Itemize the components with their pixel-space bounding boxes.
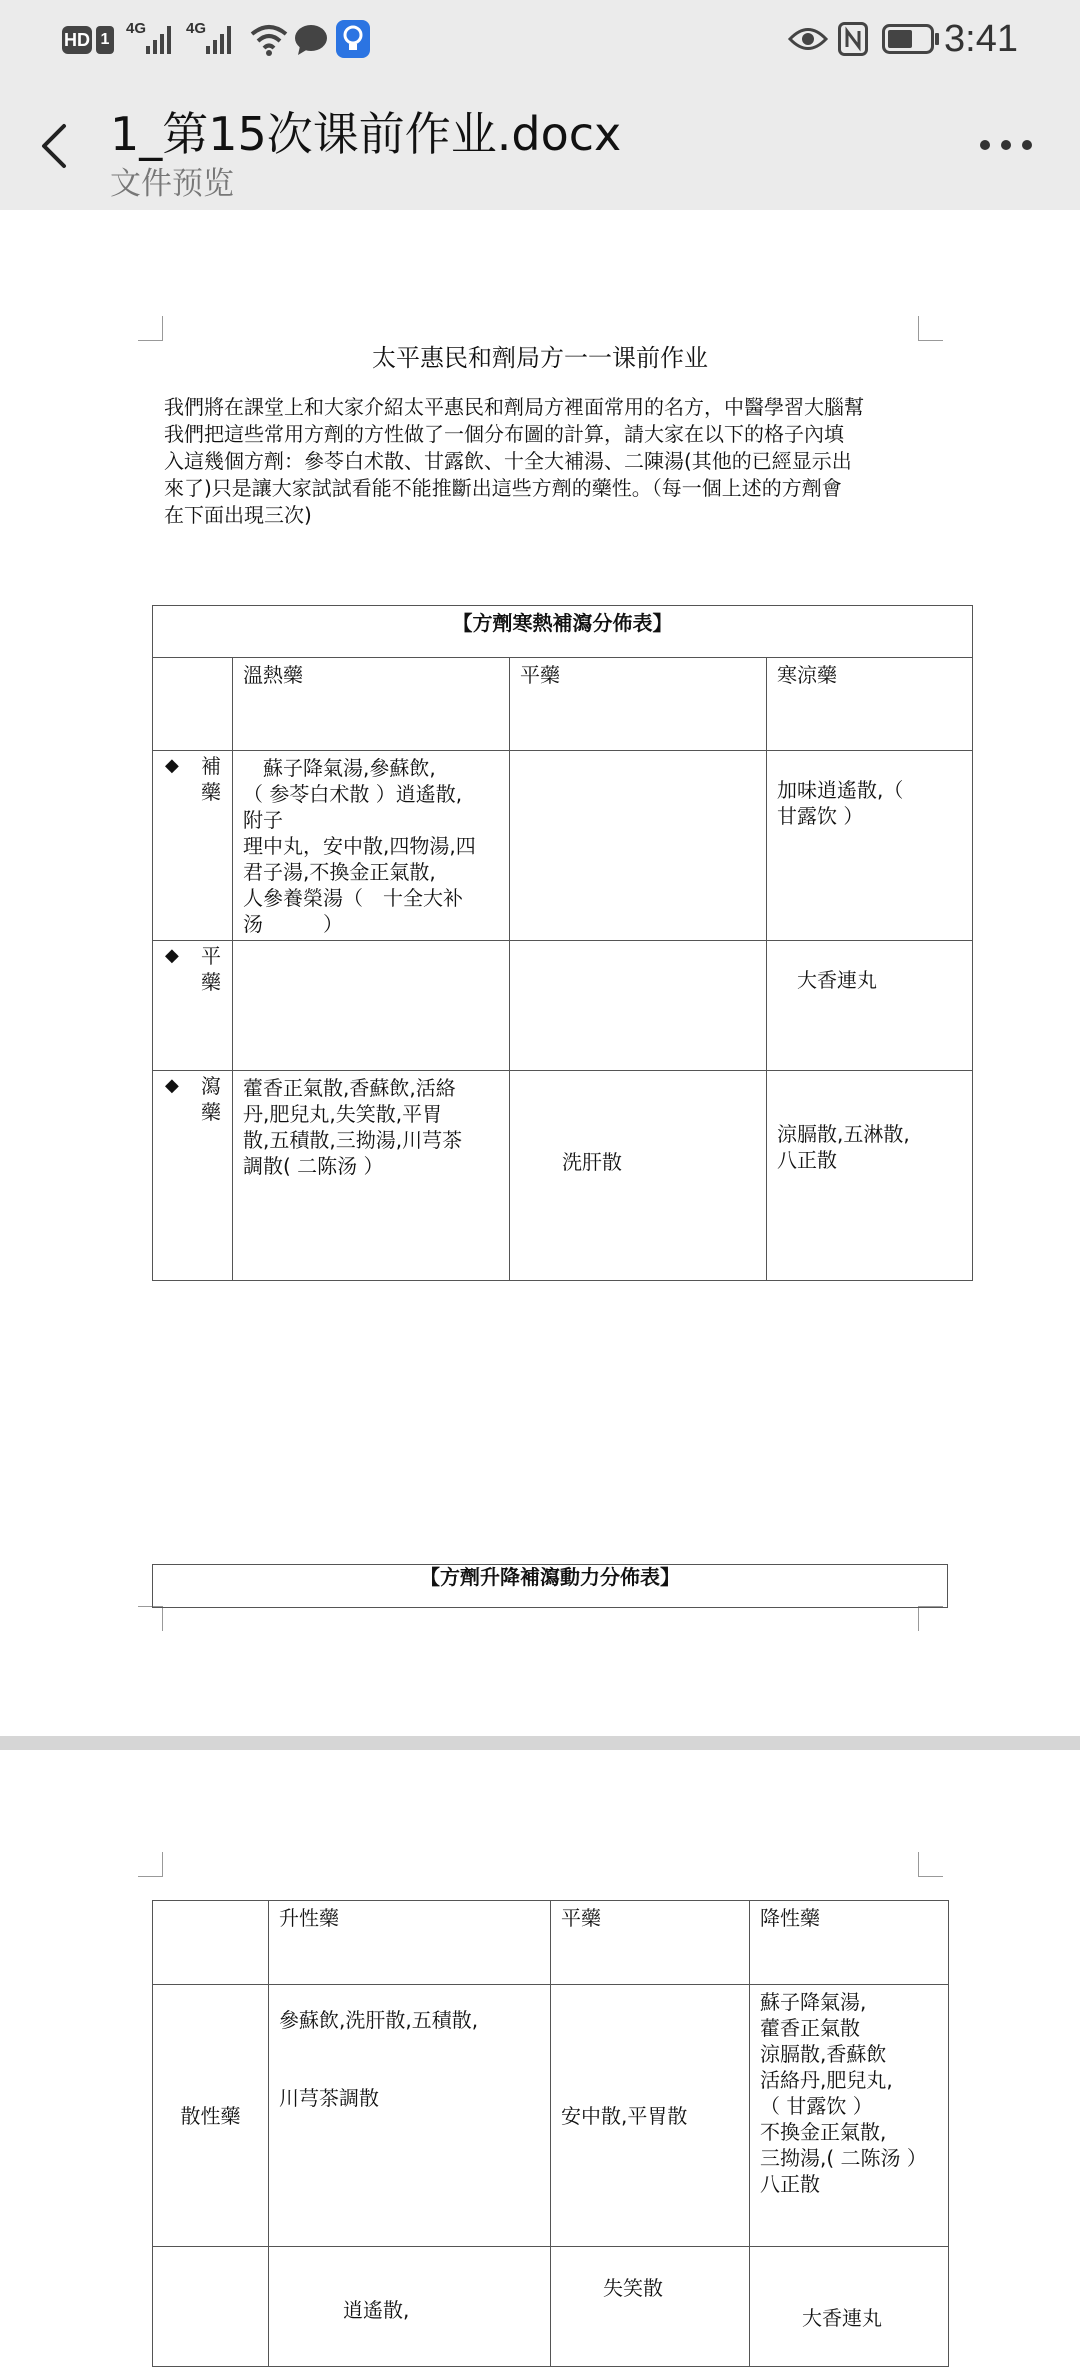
cell-line: 蘇子降氣湯, xyxy=(760,1990,867,2014)
cell-line: 理中丸，安中散,四物湯,四 xyxy=(243,834,476,858)
lightbulb-icon xyxy=(336,20,370,58)
clock: 3:41 xyxy=(944,18,1018,60)
cell-line: 散,五積散,三拗湯,川芎茶 xyxy=(243,1128,463,1152)
more-options-icon[interactable] xyxy=(980,138,1032,152)
cell-line: 附子 xyxy=(243,808,283,832)
document-heading: 太平惠民和劑局方一一课前作业 xyxy=(372,344,708,372)
wifi-icon xyxy=(250,22,288,56)
cell-line: 三拗湯,( 二陈汤 ） xyxy=(760,2146,927,2170)
cell-line: 加味逍遙散,（ xyxy=(777,778,904,802)
intro-line: 我們把這些常用方劑的方性做了一個分布圖的計算，請大家在以下的格子內填 xyxy=(164,422,844,446)
table2-cell-disperse-down xyxy=(750,1985,949,2247)
crop-mark-bottom-left xyxy=(138,1606,163,1631)
row-label-neutral: 平藥 xyxy=(201,944,221,994)
cell-line: （ 甘露饮 ） xyxy=(760,2094,873,2118)
hd-badge: HD xyxy=(62,26,92,54)
table2-header-up: 升性藥 xyxy=(269,1901,551,1985)
network-type-1: 4G xyxy=(126,20,147,37)
signal-icon-2 xyxy=(206,24,236,54)
table1-cell-neutral-cold: 大香連丸 xyxy=(767,941,973,1071)
table2-header-neutral: 平藥 xyxy=(551,1901,750,1985)
cell-line: 活絡丹,肥兒丸, xyxy=(760,2068,893,2092)
table1-cell-purge-cold xyxy=(767,1071,973,1281)
table1-header-warm: 溫熱藥 xyxy=(233,658,510,751)
intro-line: 入這幾個方劑：參苓白术散、甘露飲、十全大補湯、二陳湯(其他的已經显示出 xyxy=(164,449,852,473)
table-cell xyxy=(153,1901,269,1985)
cell-line: （ 参苓白术散 ）逍遙散, xyxy=(243,782,463,806)
table2-row-label: 散性藥 xyxy=(153,1985,269,2247)
sim-badge: 1 xyxy=(96,26,114,54)
app-bar xyxy=(0,80,1080,210)
cell-line: 汤 ） xyxy=(243,912,343,936)
diamond-bullet-icon: ◆ xyxy=(165,945,179,966)
table1-cell-neutral-warm xyxy=(233,941,510,1071)
cell-line: 川芎茶調散 xyxy=(279,2086,379,2110)
diamond-bullet-icon: ◆ xyxy=(165,1075,179,1096)
cell-line: 涼膈散,香蘇飲 xyxy=(760,2042,887,2066)
crop-mark-top-left xyxy=(138,1852,163,1877)
cell-line: 參蘇飲,洗肝散,五積散, xyxy=(279,2008,479,2032)
row-label-purge: 瀉藥 xyxy=(201,1074,221,1124)
table1-cell-tonify-warm xyxy=(233,751,510,941)
intro-paragraph xyxy=(164,394,934,529)
table2-cell-row2-neutral: 失笑散 xyxy=(551,2247,750,2367)
back-arrow-icon[interactable] xyxy=(38,122,68,170)
document-subtitle: 文件预览 xyxy=(110,166,234,202)
intro-line: 來了)只是讓大家試試看能不能推斷出這些方劑的藥性。（每一個上述的方劑會 xyxy=(164,476,842,500)
cell-line: 丹,肥兒丸,失笑散,平胃 xyxy=(243,1102,443,1126)
table1-row-label xyxy=(153,1071,233,1281)
cell-line: 藿香正氣散,香蘇飲,活絡 xyxy=(243,1076,456,1100)
table-up-down xyxy=(152,1900,949,2367)
cell-line: 八正散 xyxy=(760,2172,820,2196)
cell-line: 蘇子降氣湯,參蘇飲, xyxy=(243,756,436,780)
status-bar xyxy=(0,0,1080,80)
table1-header-cold: 寒涼藥 xyxy=(767,658,973,751)
cell-line: 八正散 xyxy=(777,1148,837,1172)
table1-row-label xyxy=(153,941,233,1071)
page-separator xyxy=(0,1736,1080,1750)
intro-line: 我們將在課堂上和大家介紹太平惠民和劑局方裡面常用的名方，中醫學習大腦幫 xyxy=(164,395,864,419)
battery-icon xyxy=(882,24,940,54)
network-type-2: 4G xyxy=(186,20,207,37)
table2-row-label xyxy=(153,2247,269,2367)
chat-bubble-icon xyxy=(294,24,328,56)
table2-title: 【方劑升降補瀉動力分佈表】 xyxy=(152,1564,948,1608)
table1-cell-purge-warm xyxy=(233,1071,510,1281)
crop-mark-top-right xyxy=(918,1852,943,1877)
table1-row-label xyxy=(153,751,233,941)
intro-line: 在下面出現三次) xyxy=(164,503,312,527)
cell-line: 君子湯,不換金正氣散, xyxy=(243,860,436,884)
cell-line: 甘露饮 ） xyxy=(777,804,864,828)
table2-header-down: 降性藥 xyxy=(750,1901,949,1985)
table2-cell-disperse-neutral: 安中散,平胃散 xyxy=(551,1985,750,2247)
table1-cell-tonify-neutral xyxy=(510,751,767,941)
table-cell xyxy=(153,658,233,751)
table1-cell-neutral-neutral xyxy=(510,941,767,1071)
diamond-bullet-icon: ◆ xyxy=(165,755,179,776)
table-hot-cold xyxy=(152,605,973,1281)
cell-line: 不換金正氣散, xyxy=(760,2120,887,2144)
table2-cell-row2-down: 大香連丸 xyxy=(750,2247,949,2367)
cell-line: 人參養榮湯（ 十全大补 xyxy=(243,886,463,910)
cell-line xyxy=(279,2033,550,2059)
cell-line xyxy=(279,2059,550,2085)
nfc-icon xyxy=(838,22,868,56)
table1-cell-tonify-cold xyxy=(767,751,973,941)
row-label-tonify: 補藥 xyxy=(201,754,221,804)
table2-cell-disperse-up xyxy=(269,1985,551,2247)
cell-line: 調散( 二陈汤 ） xyxy=(243,1154,384,1178)
cell-line: 藿香正氣散 xyxy=(760,2016,860,2040)
eye-icon xyxy=(788,26,828,52)
table2-cell-row2-up: 逍遙散, xyxy=(269,2247,551,2367)
table1-cell-purge-neutral: 洗肝散 xyxy=(510,1071,767,1281)
signal-icon xyxy=(146,24,176,54)
table1-title: 【方劑寒熱補瀉分佈表】 xyxy=(153,606,973,658)
table1-header-neutral: 平藥 xyxy=(510,658,767,751)
cell-line: 涼膈散,五淋散, xyxy=(777,1122,910,1146)
document-title: 1_第15次课前作业.docx xyxy=(110,107,622,161)
crop-mark-bottom-right xyxy=(918,1606,943,1631)
